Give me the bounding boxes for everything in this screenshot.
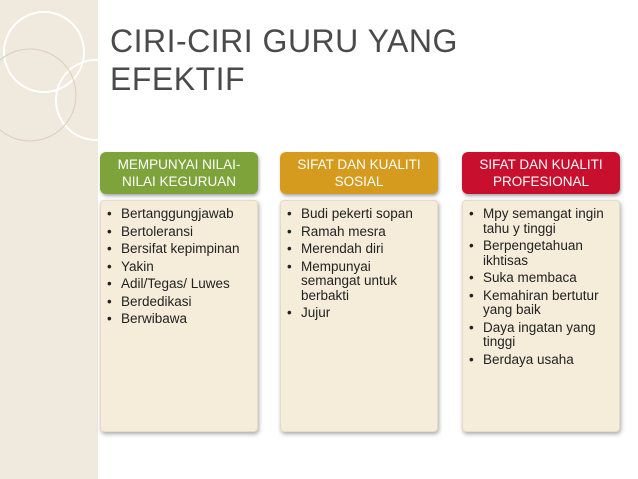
list-item: • Bertoleransi [107,223,194,239]
column-panel [280,200,438,432]
list-item: • Mpy semangat ingin tahu y tinggi [469,206,604,236]
title-line-2: EFEKTIF [110,61,246,97]
list-item: • Suka membaca [469,270,577,285]
list-item: • Jujur [287,305,331,320]
list-item: • Merendah diri [287,241,384,256]
list-item: • Daya ingatan yang tinggi [469,319,596,349]
list-item: • Mempunyai semangat untuk berbakti [287,258,398,303]
list-item: • Kemahiran bertutur yang baik [469,287,599,317]
title-line-1: CIRI-CIRI GURU YANG [110,23,458,59]
list-item: • Berdaya usaha [469,351,574,367]
list-item: • Bertanggungjawab [107,206,234,221]
list-item: • Berpengetahuan ikhtisas [469,238,583,268]
column-panel [462,200,620,432]
list-item: • Budi pekerti sopan [287,206,413,221]
column-header: SIFAT DAN KUALITI PROFESIONAL [462,152,620,194]
column-panel [100,200,258,432]
list-item: • Bersifat kepimpinan [107,241,240,256]
column-header: SIFAT DAN KUALITI SOSIAL [280,152,438,194]
list-item: • Adil/Tegas/ Luwes [107,276,230,291]
item-list [463,201,619,376]
column-header: MEMPUNYAI NILAI-NILAI KEGURUAN [100,152,258,194]
item-list [281,201,437,330]
list-item: • Ramah mesra [287,223,386,239]
item-list [101,201,257,336]
slide-title [110,22,610,98]
list-item: • Yakin [107,258,154,274]
list-item: • Berwibawa [107,311,188,326]
decorative-circles [0,0,110,150]
list-item: • Berdedikasi [107,293,192,309]
